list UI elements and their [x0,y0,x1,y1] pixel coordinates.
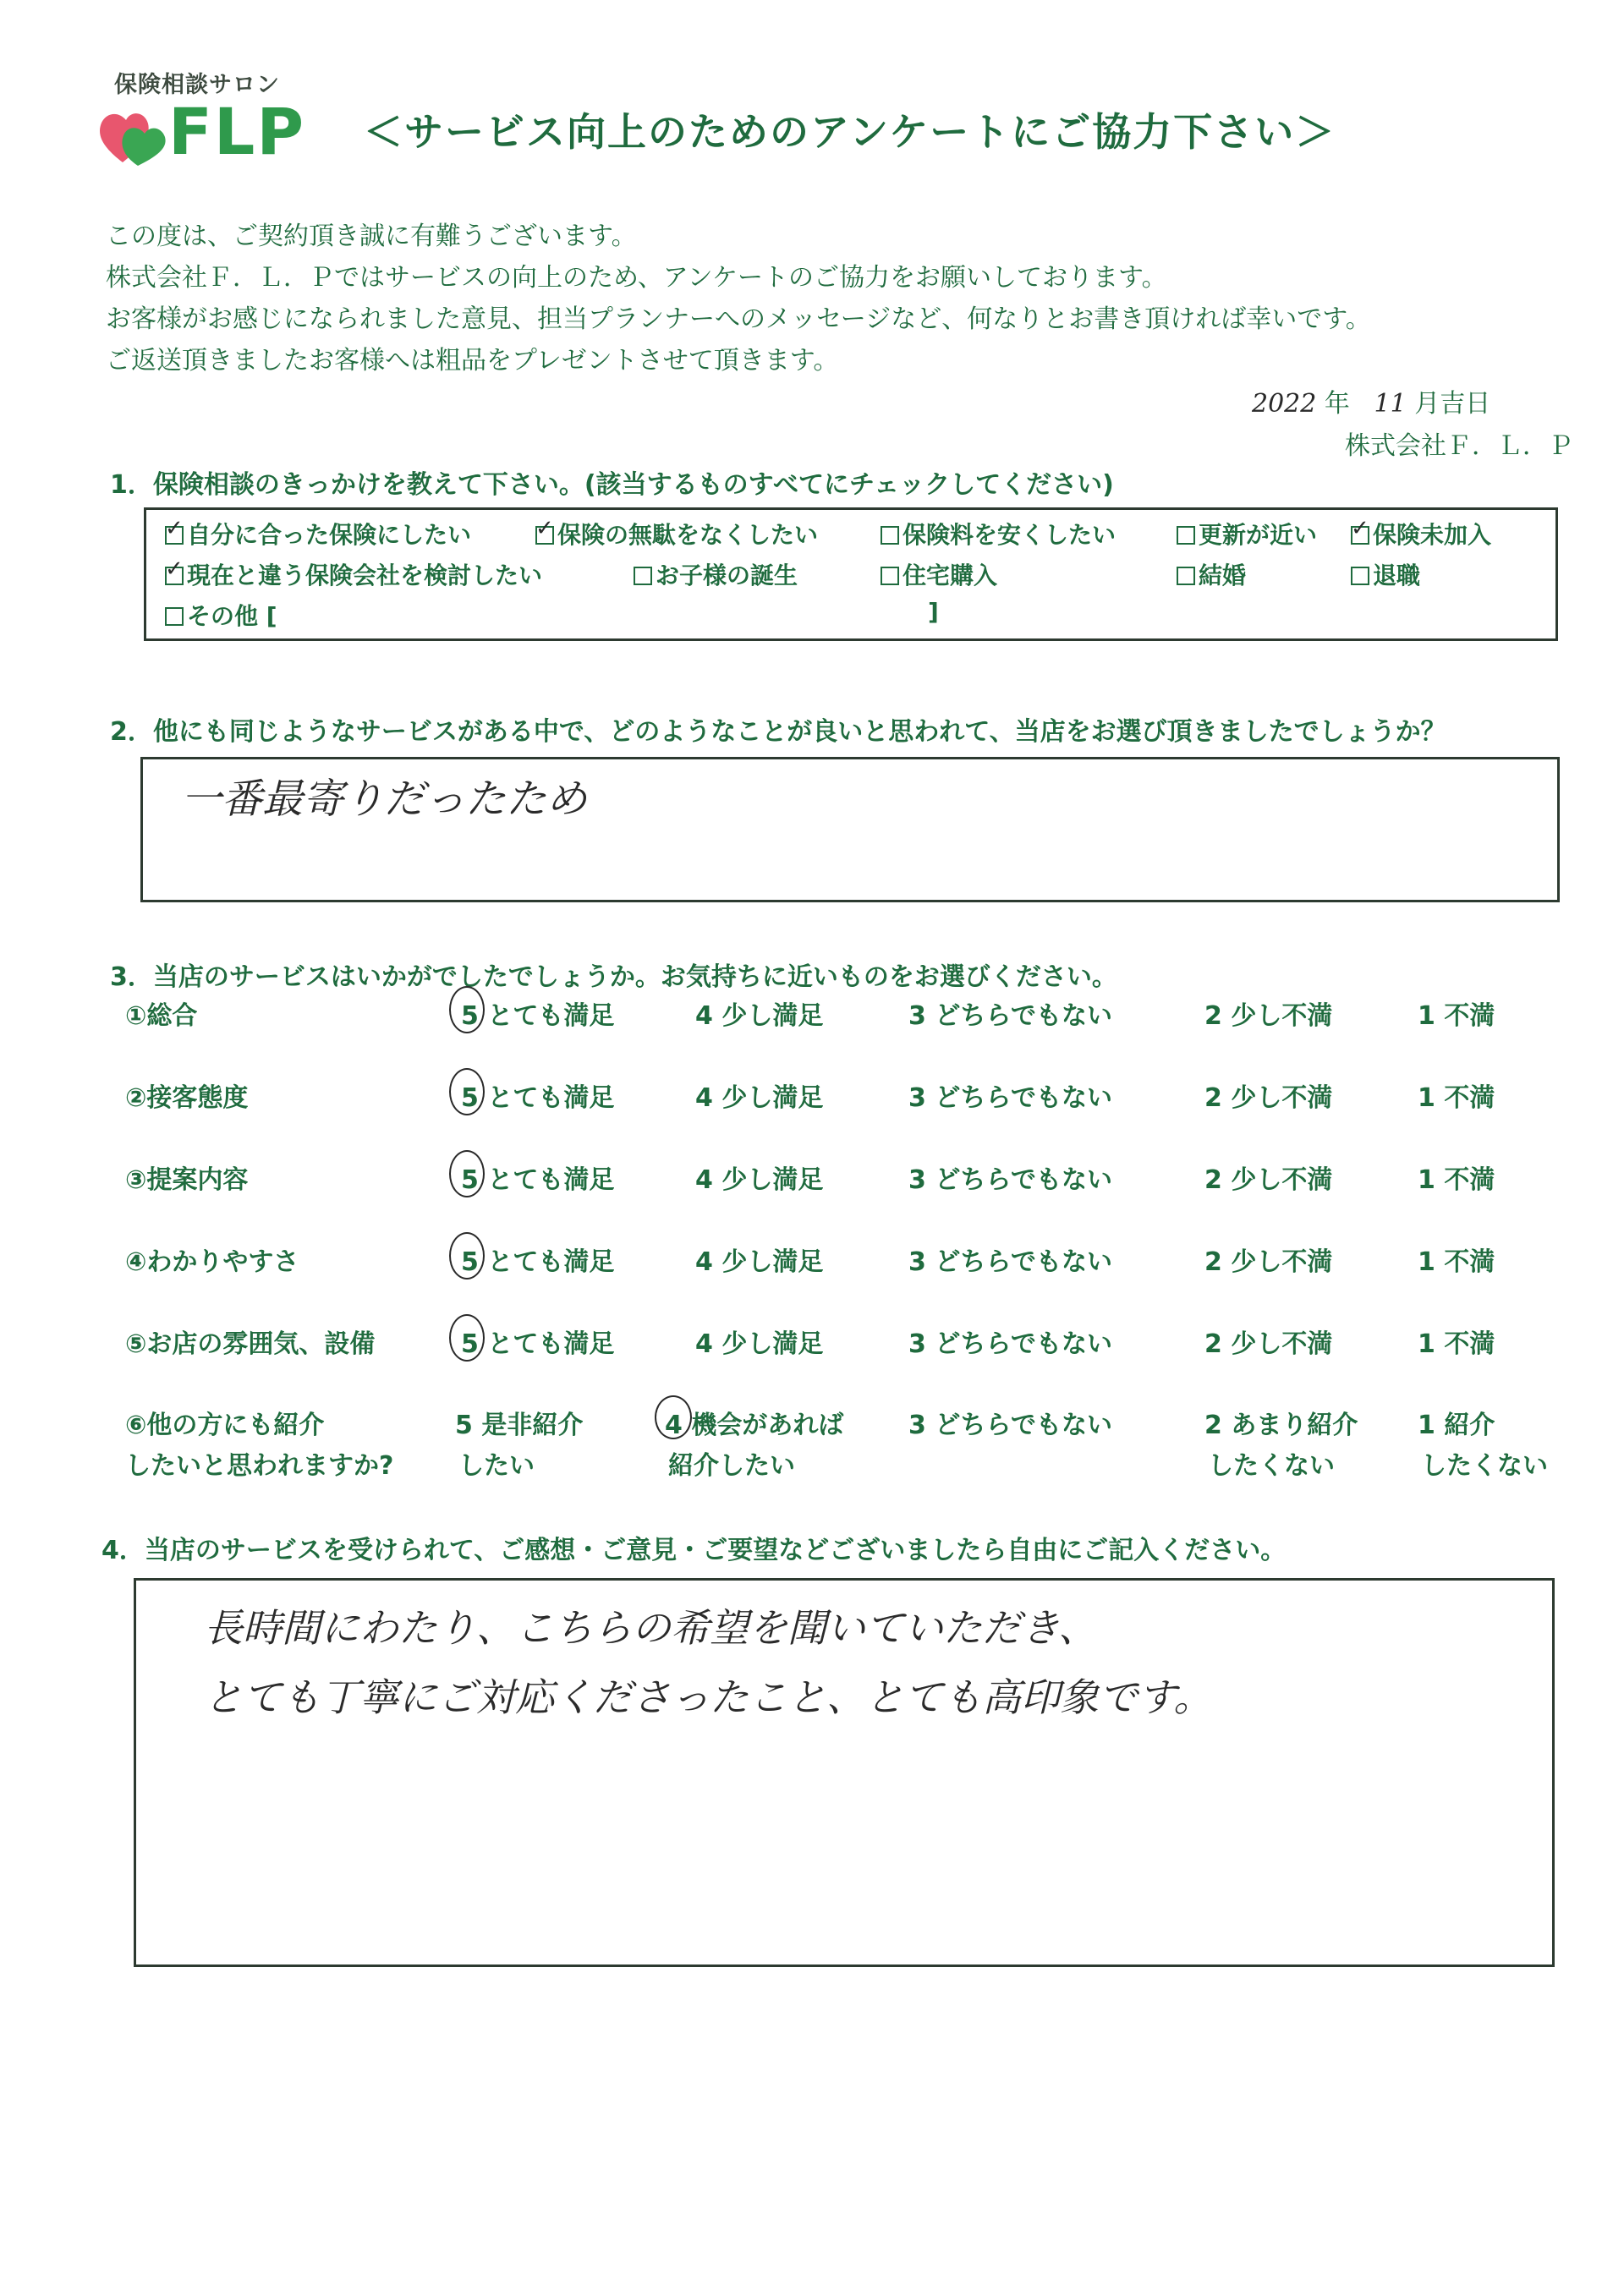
q1-option-other[interactable]: その他 [ [165,598,277,632]
logo [97,66,309,167]
check-mark-icon: ✓ [165,556,184,582]
checkbox[interactable] [165,607,184,626]
q1-option[interactable]: お子様の誕生 [634,557,798,591]
recommend-option: したくない [1208,1451,1335,1481]
selection-circle [449,1068,485,1115]
intro-line: お客様がお感じになられました意見、担当プランナーへのメッセージなど、何なりとお書き頂ければ幸いです。 [106,304,1371,334]
rating-option[interactable]: 5 とても満足 [461,1165,615,1195]
selection-circle [655,1395,692,1439]
q1-option[interactable]: ✓ 保険未加入 [1351,516,1492,549]
q2-title: 2．他にも同じようなサービスがある中で、どのようなことが良いと思われて、当店をお選び頂きましたでしょうか？ [110,717,1446,747]
q3-recommend-label: したいと思われますか? [125,1451,394,1481]
rating-option[interactable]: 1 不満 [1418,1329,1495,1359]
q3-item-label: ①総合 [125,1001,198,1031]
company-name: 株式会社Ｆ．Ｌ．Ｐ [1345,431,1573,461]
checkbox-checked[interactable] [1351,516,1369,545]
q1-option[interactable]: ✓ 自分に合った保険にしたい [165,516,472,549]
recommend-option[interactable]: 2 あまり紹介 [1204,1411,1358,1440]
q2-handwritten-answer: 一番最寄りだったため [181,775,588,823]
selection-circle [449,1232,485,1280]
intro-line: この度は、ご契約頂き誠に有難うございます。 [106,222,637,251]
recommend-option[interactable]: 3 どちらでもない [908,1411,1113,1440]
checkbox-checked[interactable] [535,516,554,545]
checkbox[interactable] [1177,526,1195,545]
q4-answer-box[interactable] [134,1578,1555,1967]
q3-title: 3．当店のサービスはいかがでしたでしょうか。お気持ちに近いものをお選びください。 [110,962,1117,992]
q3-recommend-label: ⑥他の方にも紹介 [125,1411,325,1440]
q4-handwritten-line: 長時間にわたり、こちらの希望を聞いていただき、 [204,1605,1098,1651]
q1-option[interactable]: 住宅購入 [881,557,997,591]
logo-text: FLP [168,94,306,169]
rating-option[interactable]: 3 どちらでもない [908,1247,1113,1277]
q3-item-label: ④わかりやすさ [125,1247,299,1277]
check-mark-icon: ✓ [1351,516,1369,541]
rating-option[interactable]: 1 不満 [1418,1165,1495,1195]
recommend-option: したい [458,1451,535,1481]
date-year-handwritten: 2022 [1252,389,1317,419]
selection-circle [449,1150,485,1197]
rating-option[interactable]: 4 少し満足 [695,1165,824,1195]
q1-option[interactable]: 退職 [1351,557,1420,591]
q1-option[interactable]: ✓ 保険の無駄をなくしたい [535,516,819,549]
recommend-option: 紹介したい [668,1451,795,1481]
q1-option[interactable]: 保険料を安くしたい [881,517,1116,551]
intro-line: ご返送頂きましたお客様へは粗品をプレゼントさせて頂きます。 [106,346,839,375]
rating-option[interactable]: 5 とても満足 [461,1329,615,1359]
checkbox[interactable] [634,567,652,585]
recommend-option-selected[interactable]: 4 機会があれば [665,1411,844,1440]
rating-option[interactable]: 5 とても満足 [461,1001,615,1031]
date-month-handwritten: 11 [1374,389,1407,419]
q1-option[interactable]: 結婚 [1177,557,1246,591]
rating-option[interactable]: 2 少し不満 [1204,1165,1333,1195]
q4-title: 4．当店のサービスを受けられて、ご感想・ご意見・ご要望などございましたら自由にご記入ください。 [102,1536,1287,1565]
q2-answer-box[interactable] [140,757,1560,902]
checkbox[interactable] [1177,567,1195,585]
page-title: ＜サービス向上のためのアンケートにご協力下さい＞ [364,109,1336,155]
intro-line: 株式会社Ｆ．Ｌ．Ｐではサービスの向上のため、アンケートのご協力をお願いしております。 [106,263,1167,293]
q3-item-label: ⑤お店の雰囲気、設備 [125,1329,376,1359]
checkbox[interactable] [881,526,899,545]
q3-item-label: ②接客態度 [125,1083,249,1113]
rating-option[interactable]: 4 少し満足 [695,1001,824,1031]
rating-option[interactable]: 3 どちらでもない [908,1165,1113,1195]
selection-circle [449,986,485,1033]
q4-handwritten-line: とても丁寧にご対応くださったこと、とても高印象です。 [204,1674,1213,1720]
rating-option[interactable]: 2 少し不満 [1204,1083,1333,1113]
recommend-option: したくない [1421,1451,1548,1481]
rating-option[interactable]: 1 不満 [1418,1001,1495,1031]
rating-option[interactable]: 5 とても満足 [461,1247,615,1277]
heart-logo-icon [97,101,173,169]
rating-option[interactable]: 1 不満 [1418,1247,1495,1277]
rating-option[interactable]: 3 どちらでもない [908,1329,1113,1359]
recommend-option[interactable]: 1 紹介 [1418,1411,1495,1440]
date-line [1252,382,1490,419]
q3-item-label: ③提案内容 [125,1165,249,1195]
checkbox[interactable] [881,567,899,585]
intro-text [106,216,1371,381]
q1-option[interactable]: 更新が近い [1177,517,1317,551]
rating-option[interactable]: 2 少し不満 [1204,1247,1333,1277]
rating-option[interactable]: 3 どちらでもない [908,1083,1113,1113]
logo-subtitle: 保険相談サロン [114,72,280,98]
rating-option[interactable]: 2 少し不満 [1204,1001,1333,1031]
rating-option[interactable]: 4 少し満足 [695,1083,824,1113]
rating-option[interactable]: 1 不満 [1418,1083,1495,1113]
date-year-label: 年 [1324,389,1350,419]
rating-option[interactable]: 5 とても満足 [461,1083,615,1113]
date-month-label: 月吉日 [1414,389,1491,419]
selection-circle [449,1314,485,1362]
q1-other-close-bracket: ] [928,598,939,626]
q1-option[interactable]: ✓ 現在と違う保険会社を検討したい [165,556,543,589]
q1-title: 1．保険相談のきっかけを教えて下さい。(該当するものすべてにチェックしてください) [110,470,1114,500]
check-mark-icon: ✓ [535,516,554,541]
checkbox[interactable] [1351,567,1369,585]
check-mark-icon: ✓ [165,516,184,541]
checkbox-checked[interactable] [165,556,184,585]
rating-option[interactable]: 2 少し不満 [1204,1329,1333,1359]
checkbox-checked[interactable] [165,516,184,545]
rating-option[interactable]: 4 少し満足 [695,1247,824,1277]
rating-option[interactable]: 4 少し満足 [695,1329,824,1359]
rating-option[interactable]: 3 どちらでもない [908,1001,1113,1031]
recommend-option[interactable]: 5 是非紹介 [455,1411,584,1440]
q1-options-box [144,507,1558,641]
